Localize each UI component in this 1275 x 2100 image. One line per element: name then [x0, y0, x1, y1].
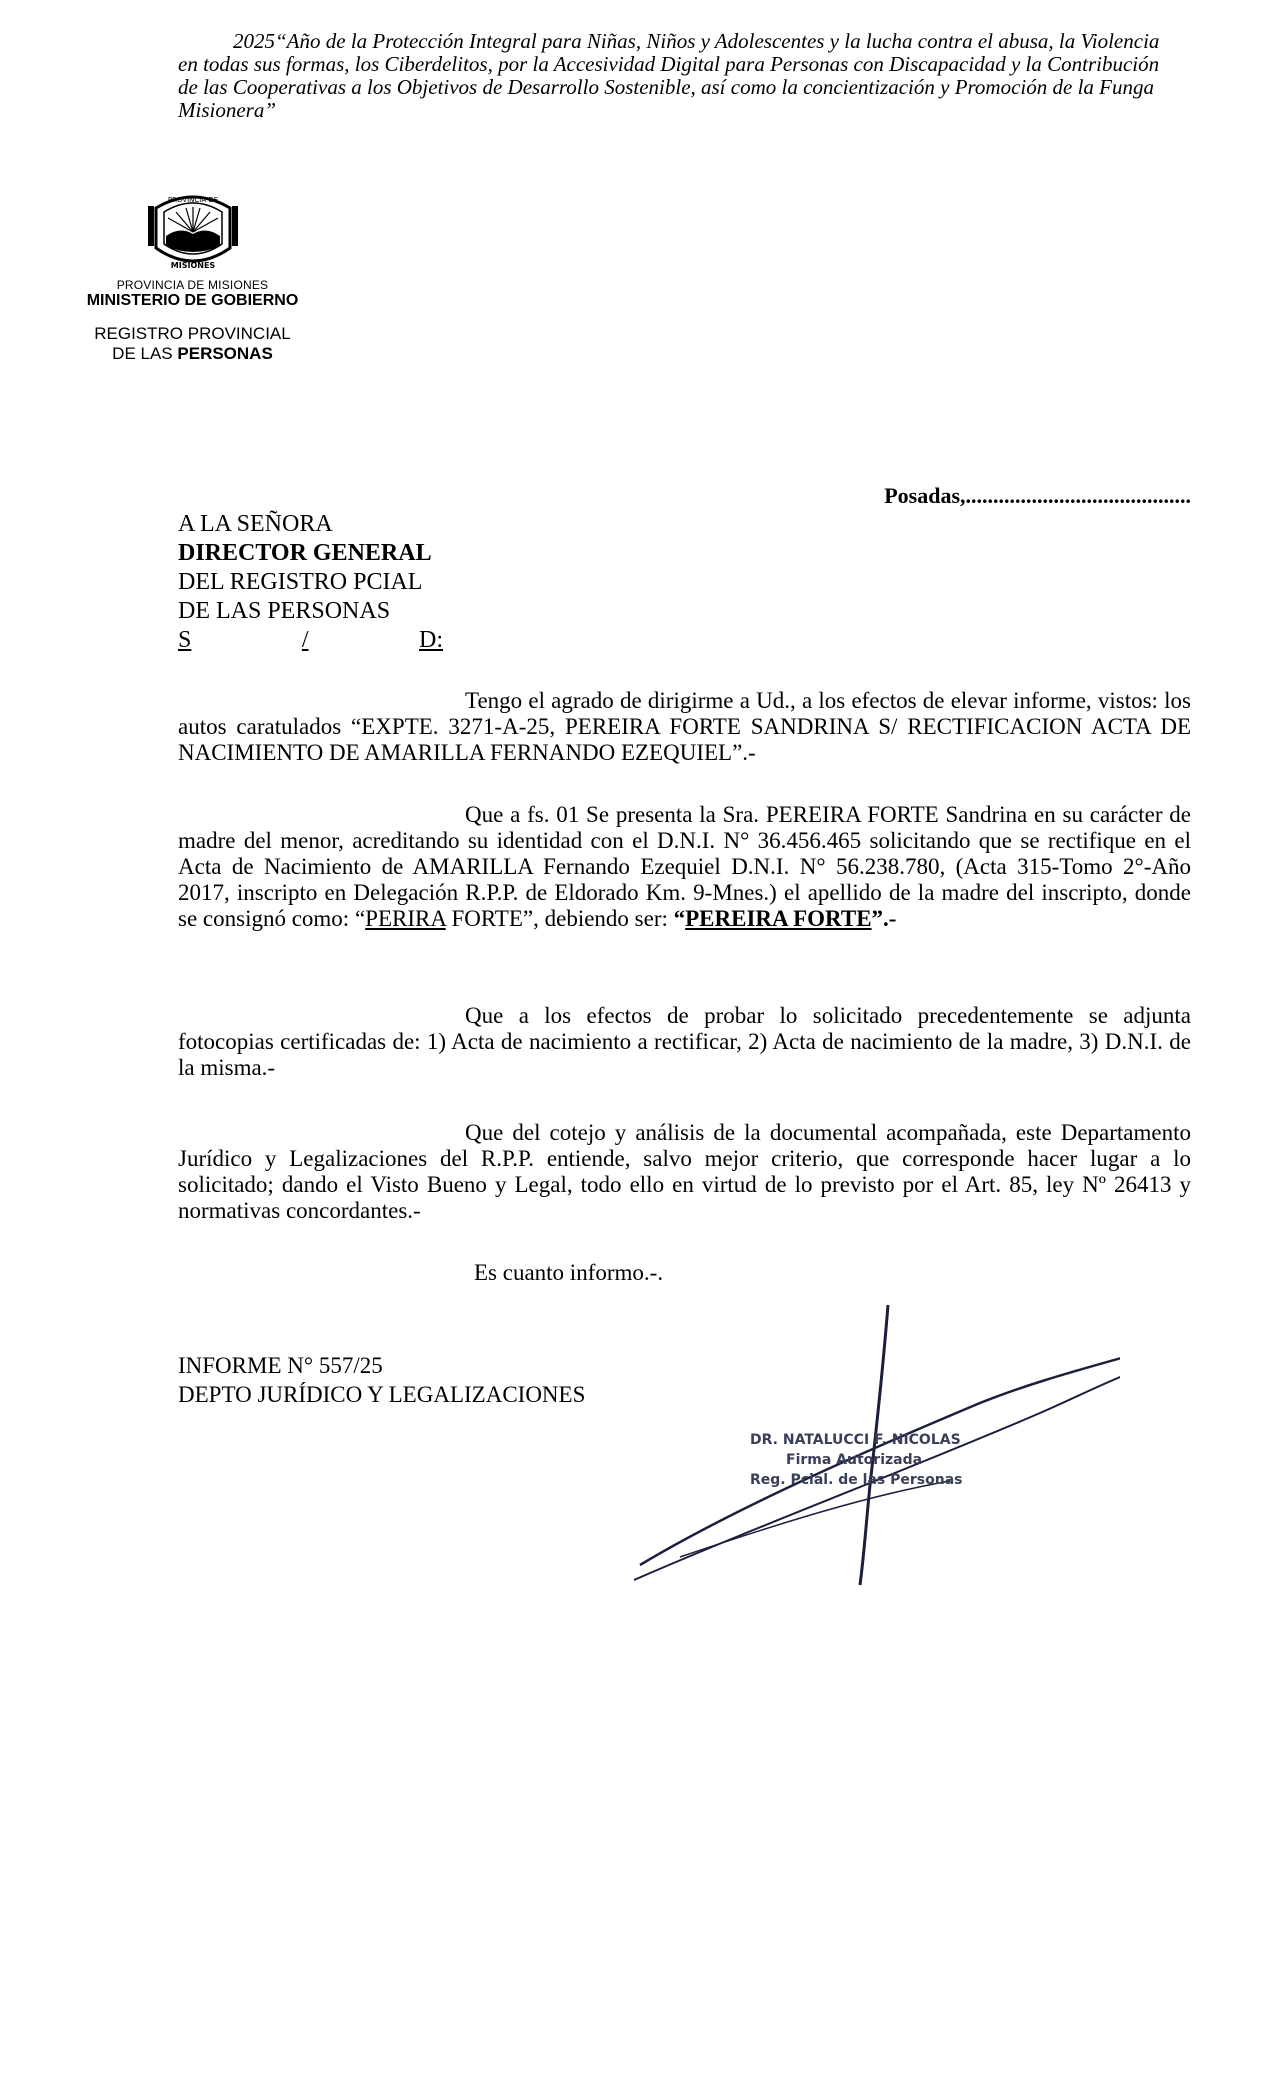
paragraph-closing: Es cuanto informo.-. — [474, 1260, 664, 1285]
motto-line-2: en todas sus formas, los Ciberdelitos, por la Accesividad Digital para Personas con Discapacidad y la Contribución — [178, 52, 1160, 76]
motto-line-4: Misionera” — [178, 98, 277, 122]
report-footer — [178, 1351, 585, 1409]
stamp-role: Firma Autorizada — [786, 1452, 923, 1468]
paragraph-conclusion: Que del cotejo y análisis de la documental acompañada, este Departamento Jurídico y Legalizaciones del R.P.P. entiende, salvo mejor criterio, que corresponde hacer lugar a lo solicitado; dando el Visto Bueno y Legal, todo ello en virtud de lo previsto por el Art. 85, ley Nº 26413 y normativas concordantes.- — [178, 1120, 1191, 1223]
report-number: INFORME N° 557/25 — [178, 1353, 383, 1378]
addressee-block — [178, 510, 443, 655]
logo-ministry: MINISTERIO DE GOBIERNO — [86, 292, 299, 309]
svg-text:PROVINCIA DE: PROVINCIA DE — [167, 196, 218, 204]
ministry-logo — [70, 188, 315, 364]
paragraph-request: Que a fs. 01 Se presenta la Sra. PEREIRA FORTE Sandrina en su carácter de madre del menor, acreditando su identidad con el D.N.I. N° 36.456.465 solicitando que se rectifique en el Acta de Nacimiento de AMARILLA Fernando Ezequiel D.N.I. N° 56.238.780, (Acta 315-Tomo 2°-Año 2017, inscripto en Delegación R.P.P. de Eldorado Km. 9-Mnes.) el apellido de la madre del inscripto, donde se consignó como: “PERIRA FORTE”, debiendo ser: “PEREIRA FORTE”.- — [178, 802, 1191, 931]
paragraph-intro: Tengo el agrado de dirigirme a Ud., a los efectos de elevar informe, vistos: los autos caratulados “EXPTE. 3271-A-25, PEREIRA FORTE SANDRINA S/ RECTIFICACION ACTA DE NACIMIENTO DE AMARILLA FERNANDO EZEQUIEL”.- — [178, 688, 1191, 765]
stamp-name: DR. NATALUCCI F. NICOLAS — [750, 1432, 961, 1448]
paragraph-evidence: Que a los efectos de probar lo solicitado precedentemente se adjunta fotocopias certificadas de: 1) Acta de nacimiento a rectificar, 2) Acta de nacimiento de la madre, 3) D.N.I. de la misma.- — [178, 1003, 1191, 1080]
place-date: Posadas,......................................... — [884, 483, 1191, 508]
motto-line-3: de las Cooperativas a los Objetivos de Desarrollo Sostenible, así como la concientización y Promoción de la Funga — [178, 75, 1154, 99]
svg-text:MISIONES: MISIONES — [170, 261, 215, 270]
logo-registry: REGISTRO PROVINCIAL — [94, 324, 291, 343]
signature-stamp — [750, 1430, 963, 1490]
addressee-line-1: A LA SEÑORA — [178, 511, 333, 537]
addressee-title: DIRECTOR GENERAL — [178, 540, 432, 566]
addressee-line-4: DE LAS PERSONAS — [178, 598, 391, 624]
province-seal-icon — [138, 188, 248, 274]
department-name: DEPTO JURÍDICO Y LEGALIZACIONES — [178, 1382, 586, 1407]
logo-province: PROVINCIA DE MISIONES — [116, 278, 269, 292]
addressee-line-3: DEL REGISTRO PCIAL — [178, 569, 423, 595]
sd-line: S / D: — [178, 627, 443, 653]
motto-line-1: 2025“Año de la Protección Integral para Niñas, Niños y Adolescentes y la lucha contra el abusa, la Violencia — [233, 29, 1160, 53]
header-motto — [178, 30, 1178, 122]
stamp-office: Reg. Pcial. de las Personas — [750, 1472, 963, 1488]
logo-registry-persons: DE LAS PERSONAS — [112, 344, 273, 363]
